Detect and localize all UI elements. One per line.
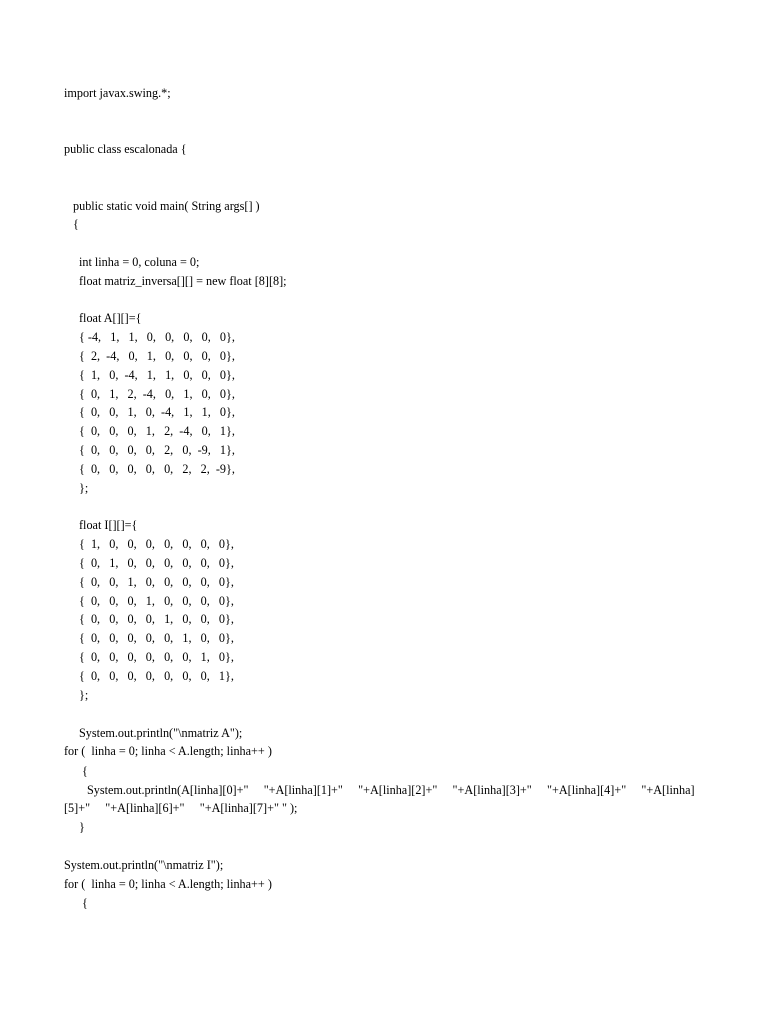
- matrix-row: { 0, 0, 0, 0, 0, 2, 2, -9},: [79, 462, 235, 476]
- code-line: float matriz_inversa[][] = new float [8][8];: [79, 274, 287, 288]
- code-line: import javax.swing.*;: [64, 86, 171, 100]
- code-line: for ( linha = 0; linha < A.length; linha++ ): [64, 744, 272, 758]
- matrix-row: { 1, 0, 0, 0, 0, 0, 0, 0},: [79, 537, 234, 551]
- matrix-row: { 0, 0, 0, 1, 2, -4, 0, 1},: [79, 424, 235, 438]
- matrix-row: { 0, 0, 0, 1, 0, 0, 0, 0},: [79, 594, 234, 608]
- code-line: float I[][]={: [79, 518, 138, 532]
- matrix-row: { 0, 1, 0, 0, 0, 0, 0, 0},: [79, 556, 234, 570]
- code-line: };: [79, 481, 89, 495]
- matrix-row: { 1, 0, -4, 1, 1, 0, 0, 0},: [79, 368, 235, 382]
- matrix-row: { 0, 0, 0, 0, 0, 1, 0, 0},: [79, 631, 234, 645]
- code-line: System.out.println("\nmatriz A");: [79, 726, 243, 740]
- code-line: System.out.println(A[linha][0]+" "+A[linha][1]+" "+A[linha][2]+" "+A[linha][3]+" "+A[linha][4]+" "+A[linha]: [87, 783, 695, 797]
- matrix-row: { 0, 0, 0, 0, 2, 0, -9, 1},: [79, 443, 235, 457]
- matrix-row: { 0, 0, 0, 0, 0, 0, 0, 1},: [79, 669, 234, 683]
- code-line: for ( linha = 0; linha < A.length; linha++ ): [64, 877, 272, 891]
- matrix-row: { 2, -4, 0, 1, 0, 0, 0, 0},: [79, 349, 235, 363]
- matrix-row: { 0, 0, 0, 0, 0, 0, 1, 0},: [79, 650, 234, 664]
- code-line: public class escalonada {: [64, 142, 187, 156]
- code-line: System.out.println("\nmatriz I");: [64, 858, 224, 872]
- code-line: float A[][]={: [79, 311, 142, 325]
- matrix-row: { 0, 0, 0, 0, 1, 0, 0, 0},: [79, 612, 234, 626]
- matrix-row: { -4, 1, 1, 0, 0, 0, 0, 0},: [79, 330, 235, 344]
- code-line: [5]+" "+A[linha][6]+" "+A[linha][7]+" " );: [64, 801, 298, 815]
- code-line: public static void main( String args[] ): [73, 199, 260, 213]
- code-line: }: [79, 820, 85, 834]
- matrix-row: { 0, 0, 1, 0, -4, 1, 1, 0},: [79, 405, 235, 419]
- code-line: {: [82, 764, 88, 778]
- code-line: {: [82, 896, 88, 910]
- code-line: {: [73, 217, 79, 231]
- matrix-row: { 0, 0, 1, 0, 0, 0, 0, 0},: [79, 575, 234, 589]
- code-line: };: [79, 688, 89, 702]
- matrix-row: { 0, 1, 2, -4, 0, 1, 0, 0},: [79, 387, 235, 401]
- code-line: int linha = 0, coluna = 0;: [79, 255, 200, 269]
